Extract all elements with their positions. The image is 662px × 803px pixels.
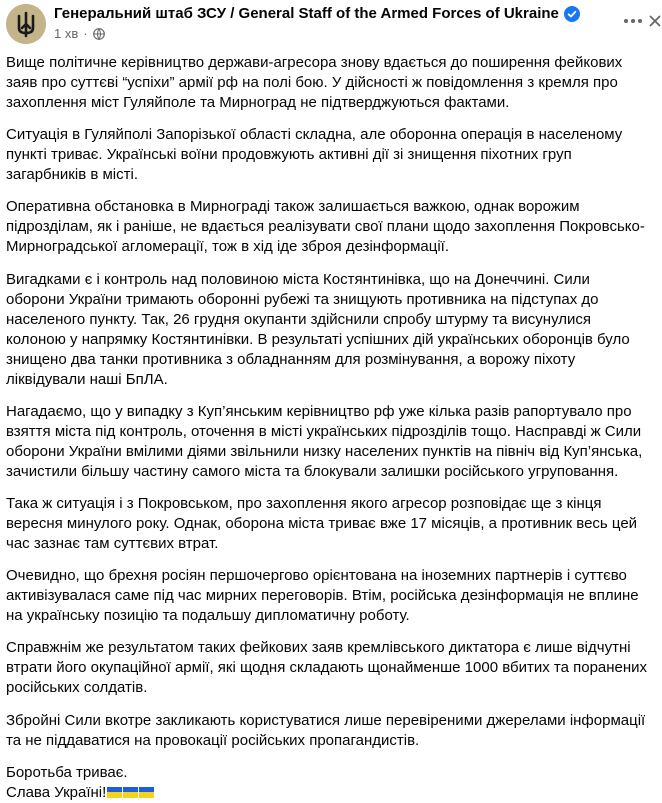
post-paragraph: Така ж ситуація і з Покровськом, про захоплення якого агресор розповідає ще з кінця вересня минулого року. Однак, оборона міста триває вже 17 місяців, а противник весь цей час зазнає там суттєвих втрат. <box>6 494 638 552</box>
post-body <box>0 53 662 803</box>
closing-line: Боротьба триває. <box>6 763 128 781</box>
globe-icon[interactable] <box>93 28 105 40</box>
post-paragraph: Нагадаємо, що у випадку з Куп’янським керівництво рф уже кілька разів рапортувало про взяття міста під контроль, оточення в місті українських підрозділів тощо. Насправді ж Сили оборони України вмілими діями звільнили низку населених пунктів на північ від Куп’янська, зачистили більшу частину самого міста та блокували залишки російського угруповання. <box>6 402 643 480</box>
post-paragraph: Справжнім же результатом таких фейкових заяв кремлівського диктатора є лише відчутні втрати його окупаційної армії, які щодня складають щонайменше 1000 вбитих та поранених російських солдатів. <box>6 639 648 697</box>
trident-emblem-icon <box>6 4 46 44</box>
author-name[interactable]: Генеральний штаб ЗСУ / General Staff of the Armed Forces of Ukraine <box>54 5 559 22</box>
post-meta <box>54 26 105 42</box>
post-paragraph: Оперативна обстановка в Мирнограді також залишається важкою, однак ворожим підрозділам, як і раніше, не вдається реалізувати свої плани щодо захоплення Покровсько-Мирноградської агломерації, тож в хід іде зброя дезінформації. <box>6 198 645 256</box>
avatar[interactable] <box>6 4 46 44</box>
post-paragraph: Вище політичне керівництво держави-агресора знову вдається до поширення фейкових заяв про суттєві “успіхи” армії рф на полі бою. У дійсності ж повідомлення з кремля про захоплення міст Гуляйполе та Мирноград не підтверджуються фактами. <box>6 54 623 111</box>
post-paragraph: Вигадками є і контроль над половиною міста Костянтинівка, що на Донеччині. Сили оборони України тримають оборонні рубежі та знищують противника на підступах до населеного пункту. Так, 26 грудня окупанти здійснили спробу штурму та висунулися колоною у напрямку Костянтинівки. В результаті успішних дій українських оборонців було знищено два танки противника з обладнанням для розмінування, а ворожу піхоту ліквідували наші БпЛА. <box>6 270 630 388</box>
close-icon <box>649 15 661 27</box>
post-paragraph: Очевидно, що брехня росіян першочергово орієнтована на іноземних партнерів і суттєво активізувалася саме під час мирних переговорів. Втім, російська дезінформація не вплине на українську позицію та подальшу дипломатичну роботу. <box>6 567 639 625</box>
post-paragraph: Збройні Сили вкотре закликають користуватися лише перевіреними джерелами інформації та не піддаватися на провокації російських пропагандистів. <box>6 711 646 749</box>
ukraine-flag-icon <box>123 787 138 798</box>
ukraine-flag-icon <box>139 787 154 798</box>
more-dots-icon <box>623 18 643 24</box>
author-row <box>54 4 580 24</box>
post-header <box>0 0 662 52</box>
meta-separator: · <box>83 26 88 41</box>
post-paragraph: Ситуація в Гуляйполі Запорізької області складна, але оборонна операція в населеному пункті триває. Українські воїни продовжують активні дії зі знищення піхотних груп загарбників в місті. <box>6 126 623 184</box>
close-button[interactable] <box>648 10 662 32</box>
ukraine-flag-icon <box>107 787 122 798</box>
closing-slogan-row <box>6 783 650 803</box>
more-options-button[interactable] <box>618 10 648 32</box>
verified-badge-icon <box>564 6 580 22</box>
post-timestamp[interactable]: 1 хв <box>54 26 79 41</box>
closing-slogan: Слава Україні! <box>6 783 107 801</box>
